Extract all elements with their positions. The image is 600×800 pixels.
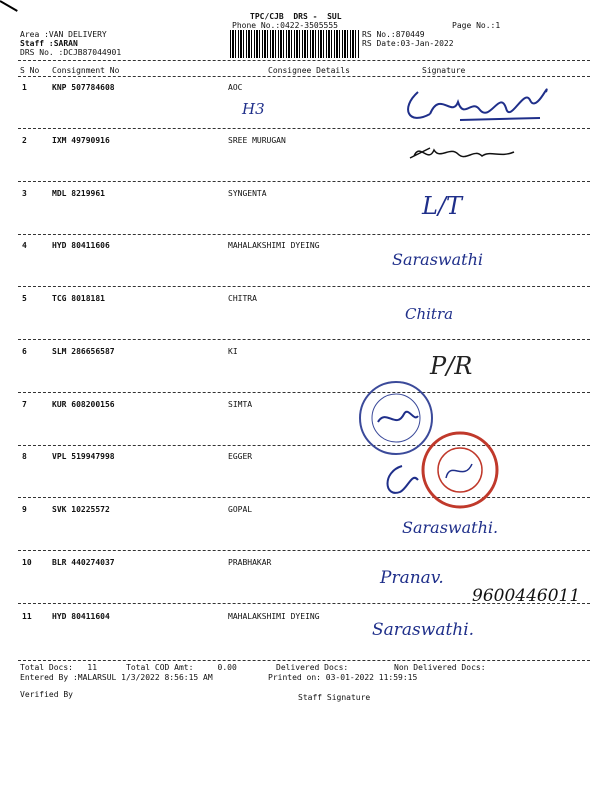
handwritten-note: H3 — [242, 100, 265, 118]
column-consignment: Consignment No — [52, 66, 120, 75]
signature-row-2 — [410, 138, 520, 168]
row-divider — [18, 286, 590, 287]
row-sno: 11 — [22, 612, 32, 621]
table-row — [0, 347, 600, 367]
row-consignee: SIMTA — [228, 400, 253, 409]
column-consignee: Consignee Details — [268, 66, 350, 75]
signature-row-9: Saraswathi. — [402, 518, 499, 537]
row-consignment-no: IXM 49790916 — [52, 136, 110, 145]
row-sno: 7 — [22, 400, 27, 409]
signature-row-3: L/T — [422, 192, 463, 220]
table-row — [0, 189, 600, 209]
signature-row-4: Saraswathi — [392, 250, 483, 269]
row-divider — [18, 181, 590, 182]
row-consignment-no: HYD 80411604 — [52, 612, 110, 621]
phone-number: Phone No.:0422-3505555 — [232, 21, 338, 30]
delivered-docs: Delivered Docs: — [276, 663, 349, 672]
row-divider — [18, 392, 590, 393]
staff-signature: Staff Signature — [298, 693, 371, 702]
total-docs: Total Docs: 11 — [20, 663, 98, 672]
row-consignee: MAHALAKSHIMI DYEING — [228, 612, 320, 621]
table-row — [0, 612, 600, 632]
signature-row-1 — [400, 80, 560, 130]
table-row — [0, 241, 600, 261]
table-row — [0, 505, 600, 525]
table-row — [0, 558, 600, 578]
verified-by: Verified By — [20, 690, 73, 699]
table-row — [0, 294, 600, 314]
row-consignee: AOC — [228, 83, 243, 92]
row-sno: 6 — [22, 347, 27, 356]
row-consignee: SREE MURUGAN — [228, 136, 286, 145]
row-divider — [18, 339, 590, 340]
row-sno: 8 — [22, 452, 27, 461]
row-consignee: KI — [228, 347, 238, 356]
row-consignment-no: KNP 507784608 — [52, 83, 115, 92]
row-sno: 3 — [22, 189, 27, 198]
row-sno: 2 — [22, 136, 27, 145]
corner-mark — [0, 0, 18, 12]
signature-row-8 — [382, 462, 422, 502]
column-sno: S No — [20, 66, 40, 75]
row-sno: 5 — [22, 294, 27, 303]
column-signature: Signature — [422, 66, 466, 75]
page-number: Page No.:1 — [452, 21, 501, 30]
table-row — [0, 400, 600, 420]
row-consignee: CHITRA — [228, 294, 257, 303]
row-consignment-no: SLM 286656587 — [52, 347, 115, 356]
row-divider — [18, 497, 590, 498]
divider — [18, 660, 590, 661]
rs-number: RS No.:870449 — [362, 30, 425, 39]
staff-label: Staff :SARAN — [20, 39, 78, 48]
signature-row-10: Pranav. — [380, 568, 444, 588]
row-sno: 4 — [22, 241, 27, 250]
egger-stamp-icon — [420, 430, 500, 510]
printed-on: Printed on: 03-01-2022 11:59:15 — [268, 673, 418, 682]
row-consignee: GOPAL — [228, 505, 253, 514]
area-label: Area :VAN DELIVERY — [20, 30, 107, 39]
rs-date: RS Date:03-Jan-2022 — [362, 39, 454, 48]
signature-row-11: Saraswathi. — [372, 620, 475, 640]
row-consignment-no: TCG 8018181 — [52, 294, 105, 303]
row-consignee: SYNGENTA — [228, 189, 267, 198]
row-consignment-no: MDL 8219961 — [52, 189, 105, 198]
row-consignment-no: SVK 10225572 — [52, 505, 110, 514]
divider — [18, 76, 590, 77]
row-consignment-no: HYD 80411606 — [52, 241, 110, 250]
row-consignee: PRABHAKAR — [228, 558, 272, 567]
row-consignment-no: VPL 519947998 — [52, 452, 115, 461]
handwritten-phone: 9600446011 — [472, 586, 581, 606]
row-consignee: MAHALAKSHIMI DYEING — [228, 241, 320, 250]
row-sno: 10 — [22, 558, 32, 567]
row-consignment-no: KUR 608200156 — [52, 400, 115, 409]
total-cod: Total COD Amt: 0.00 — [126, 663, 237, 672]
row-divider — [18, 550, 590, 551]
non-delivered-docs: Non Delivered Docs: — [394, 663, 486, 672]
row-sno: 9 — [22, 505, 27, 514]
row-consignment-no: BLR 440274037 — [52, 558, 115, 567]
signature-row-6: P/R — [430, 352, 473, 380]
document-title: TPC/CJB DRS - SUL — [250, 12, 342, 21]
row-sno: 1 — [22, 83, 27, 92]
row-divider — [18, 445, 590, 446]
row-divider — [18, 234, 590, 235]
signature-row-5: Chitra — [405, 305, 454, 323]
barcode — [230, 30, 360, 58]
row-consignee: EGGER — [228, 452, 253, 461]
drs-number: DRS No. :DCJB87044901 — [20, 48, 122, 57]
table-row — [0, 452, 600, 472]
divider — [18, 60, 590, 61]
entered-by: Entered By :MALARSUL 1/3/2022 8:56:15 AM — [20, 673, 213, 682]
